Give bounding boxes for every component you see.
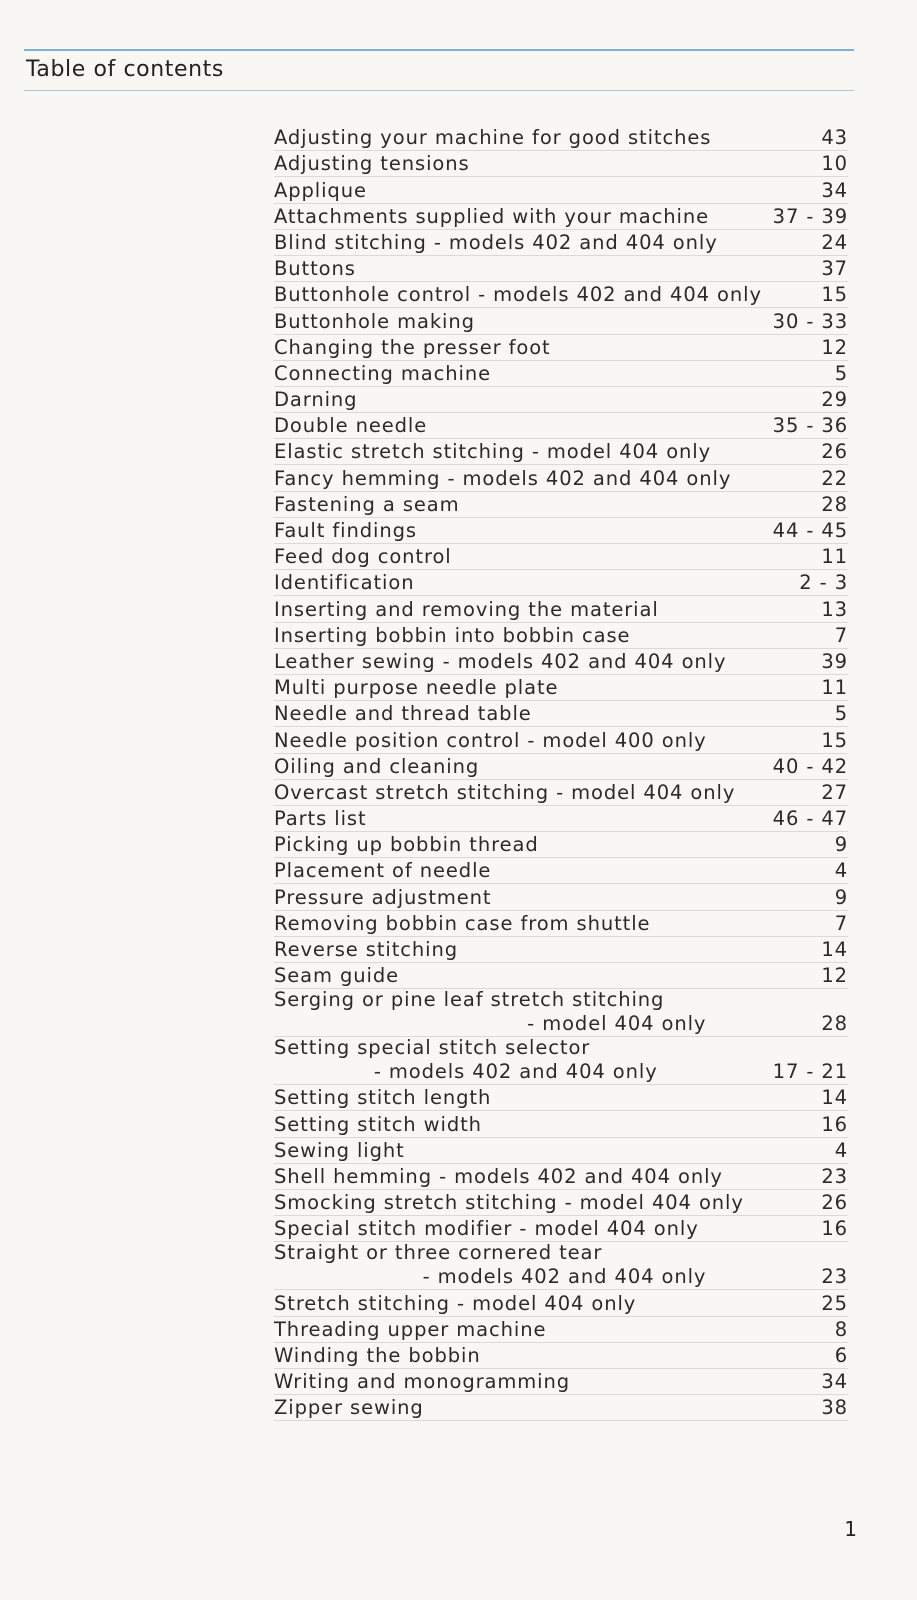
toc-entry	[274, 439, 848, 465]
toc-entry-sublabel: - models 402 and 404 only	[373, 1060, 658, 1084]
toc-entry	[274, 1164, 848, 1190]
header-rule-top	[24, 49, 854, 51]
toc-entry-title	[274, 126, 821, 150]
toc-entry-title	[274, 598, 821, 622]
toc-entry-page: 34	[821, 1370, 848, 1394]
toc-entry	[274, 596, 848, 622]
toc-entry-label: Attachments supplied with your machine	[274, 204, 709, 228]
toc-entry	[274, 701, 848, 727]
toc-entry-page: 28	[821, 1012, 848, 1036]
toc-entry-sublabel: - models 402 and 404 only	[422, 1265, 707, 1289]
toc-entry-title	[274, 1396, 821, 1420]
toc-entry	[274, 754, 848, 780]
toc-entry-page: 16	[821, 1217, 848, 1241]
toc-list	[274, 125, 848, 1421]
toc-entry-label: Needle position control - model 400 only	[274, 728, 707, 752]
toc-entry	[274, 937, 848, 963]
toc-entry	[274, 413, 848, 439]
toc-entry	[274, 282, 848, 308]
toc-entry-label: Winding the bobbin	[274, 1343, 481, 1367]
toc-entry	[274, 125, 848, 151]
toc-entry	[274, 151, 848, 177]
toc-entry-label: Fault findings	[274, 519, 417, 542]
toc-entry-title	[274, 676, 821, 700]
toc-entry-title	[274, 624, 835, 648]
toc-entry	[274, 675, 848, 701]
toc-entry-page: 9	[834, 833, 848, 857]
toc-entry-page: 35 - 36	[772, 414, 848, 438]
toc-entry	[274, 256, 848, 282]
toc-entry-title	[274, 336, 821, 360]
toc-entry-title	[274, 988, 821, 1036]
toc-entry-page: 24	[821, 230, 848, 254]
toc-entry-title	[274, 1139, 835, 1163]
toc-entry	[274, 806, 848, 832]
toc-entry-page: 11	[821, 676, 848, 700]
toc-entry-label: Serging or pine leaf stretch stitching	[274, 988, 665, 1012]
toc-entry	[274, 1111, 848, 1137]
toc-entry-page: 26	[821, 1191, 848, 1215]
toc-entry	[274, 727, 848, 753]
toc-entry-title	[274, 650, 821, 674]
toc-entry-page: 30 - 33	[772, 309, 848, 333]
toc-entry-title	[274, 493, 821, 517]
toc-entry-title	[274, 283, 821, 307]
toc-entry-page: 46 - 47	[772, 807, 848, 831]
toc-entry	[274, 1369, 848, 1395]
toc-entry-label: Writing and monogramming	[274, 1370, 571, 1394]
toc-entry-title	[274, 755, 773, 779]
toc-entry	[274, 649, 848, 675]
toc-entry-label: Fastening a seam	[274, 492, 460, 516]
toc-entry-label: Pressure adjustment	[274, 885, 492, 909]
toc-entry	[274, 230, 848, 256]
toc-entry-label: Setting stitch width	[274, 1112, 482, 1136]
toc-entry-label: Threading upper machine	[274, 1317, 547, 1341]
toc-entry-title	[274, 833, 835, 857]
toc-entry-label: Darning	[274, 388, 358, 412]
page-title: Table of contents	[26, 57, 224, 82]
toc-entry-page: 7	[834, 623, 848, 647]
toc-entry-label: Applique	[274, 178, 367, 202]
toc-entry	[274, 858, 848, 884]
toc-entry-page: 26	[821, 440, 848, 464]
toc-entry-label: Oiling and cleaning	[274, 754, 480, 778]
toc-entry-page: 37	[821, 257, 848, 281]
toc-entry-title	[274, 571, 799, 595]
toc-entry	[274, 832, 848, 858]
toc-entry	[274, 361, 848, 387]
toc-entry-label: Overcast stretch stitching - model 404 only	[274, 780, 736, 804]
toc-entry	[274, 1343, 848, 1369]
toc-entry	[274, 308, 848, 334]
toc-entry-label: Multi purpose needle plate	[274, 676, 559, 700]
toc-entry	[274, 1290, 848, 1316]
toc-entry-title	[274, 388, 821, 412]
toc-entry-label: Placement of needle	[274, 859, 492, 883]
toc-entry-label: Fancy hemming - models 402 and 404 only	[274, 466, 732, 490]
toc-entry-page: 15	[821, 728, 848, 752]
toc-entry-page: 34	[821, 178, 848, 202]
header-rule-bottom	[24, 90, 854, 91]
toc-entry-page: 37 - 39	[772, 204, 848, 228]
toc-entry-label: Elastic stretch stitching - model 404 only	[274, 440, 712, 464]
toc-entry-title	[274, 1241, 821, 1289]
toc-entry-page: 12	[821, 964, 848, 988]
toc-entry	[274, 911, 848, 937]
toc-entry	[274, 387, 848, 413]
toc-entry-title	[274, 1165, 821, 1189]
toc-entry-page: 4	[834, 1138, 848, 1162]
toc-entry	[274, 1138, 848, 1164]
toc-entry-title	[274, 231, 821, 255]
toc-entry-page: 7	[834, 911, 848, 935]
toc-entry-title	[274, 519, 773, 543]
toc-entry-title	[274, 964, 821, 988]
toc-entry-title	[274, 362, 835, 386]
toc-entry-title	[274, 702, 835, 726]
toc-entry-title	[274, 807, 773, 831]
toc-entry-page: 23	[821, 1265, 848, 1289]
toc-entry-label: Double needle	[274, 414, 428, 438]
toc-entry-page: 11	[821, 545, 848, 569]
toc-entry-label: Removing bobbin case from shuttle	[274, 911, 651, 935]
toc-entry-page: 43	[821, 126, 848, 150]
toc-entry-label: Shell hemming - models 402 and 404 only	[274, 1164, 723, 1188]
toc-entry	[274, 1242, 848, 1290]
toc-entry-title	[274, 414, 773, 438]
toc-entry-label: Feed dog control	[274, 545, 452, 569]
toc-entry-page: 28	[821, 492, 848, 516]
toc-entry-page: 4	[834, 859, 848, 883]
toc-entry-title	[274, 205, 773, 229]
toc-entry-title	[274, 912, 835, 936]
toc-entry-title	[274, 729, 821, 753]
toc-entry	[274, 465, 848, 491]
toc-entry-label: Identification	[274, 571, 415, 595]
toc-entry-page: 2 - 3	[799, 571, 848, 595]
toc-entry	[274, 177, 848, 203]
toc-entry-label: Inserting bobbin into bobbin case	[274, 623, 631, 647]
toc-entry-label: Stretch stitching - model 404 only	[274, 1291, 637, 1315]
toc-entry	[274, 963, 848, 989]
toc-entry	[274, 1037, 848, 1085]
toc-entry-label: Buttons	[274, 257, 356, 281]
toc-entry-label: Changing the presser foot	[274, 335, 551, 359]
toc-entry-label: Straight or three cornered tear	[274, 1241, 603, 1265]
toc-entry-label: Leather sewing - models 402 and 404 only	[274, 649, 727, 673]
toc-entry-label: Reverse stitching	[274, 938, 458, 961]
toc-entry-page: 22	[821, 466, 848, 490]
toc-entry-label: Connecting machine	[274, 361, 491, 385]
toc-entry-label: Buttonhole control - models 402 and 404 only	[274, 283, 762, 307]
toc-entry-label: Inserting and removing the material	[274, 597, 659, 621]
toc-entry-title	[274, 1191, 821, 1215]
toc-entry	[274, 1317, 848, 1343]
toc-entry	[274, 492, 848, 518]
toc-entry-label: Smocking stretch stitching - model 404 only	[274, 1191, 744, 1215]
toc-entry-page: 9	[834, 885, 848, 909]
toc-entry-page: 8	[834, 1317, 848, 1341]
toc-entry-page: 38	[821, 1396, 848, 1420]
toc-entry-page: 39	[821, 649, 848, 673]
toc-entry	[274, 1216, 848, 1242]
toc-entry	[274, 1085, 848, 1111]
toc-entry-title	[274, 781, 821, 805]
toc-entry-page: 15	[821, 283, 848, 307]
toc-entry	[274, 884, 848, 910]
toc-entry-page: 40 - 42	[772, 754, 848, 778]
toc-entry-title	[274, 1036, 773, 1084]
toc-entry-title	[274, 1292, 821, 1316]
toc-entry-title	[274, 1318, 835, 1342]
toc-entry-label: Sewing light	[274, 1138, 405, 1162]
toc-entry-label: Blind stitching - models 402 and 404 only	[274, 230, 718, 254]
toc-entry-title	[274, 1344, 835, 1368]
toc-entry	[274, 989, 848, 1037]
toc-entry-label: Parts list	[274, 807, 367, 831]
toc-entry-page: 13	[821, 597, 848, 621]
toc-entry-title	[274, 152, 821, 176]
toc-entry-label: Special stitch modifier - model 404 only	[274, 1217, 699, 1241]
toc-entry-label: Setting stitch length	[274, 1086, 492, 1110]
toc-entry-sublabel: - model 404 only	[527, 1012, 707, 1036]
toc-entry-title	[274, 545, 821, 569]
toc-entry-title	[274, 1113, 821, 1137]
toc-entry-label: Adjusting your machine for good stitches	[274, 126, 712, 150]
toc-entry-label: Seam guide	[274, 964, 400, 988]
toc-entry-title	[274, 886, 835, 910]
toc-entry	[274, 544, 848, 570]
toc-entry-page: 5	[834, 361, 848, 385]
toc-entry-title	[274, 257, 821, 281]
toc-entry-page: 5	[834, 702, 848, 726]
toc-entry	[274, 623, 848, 649]
toc-entry-label: Setting special stitch selector	[274, 1036, 591, 1060]
toc-entry-page: 25	[821, 1291, 848, 1315]
page-number: 1	[844, 1517, 857, 1541]
toc-entry-page: 16	[821, 1112, 848, 1136]
toc-entry	[274, 518, 848, 544]
toc-entry-page: 14	[821, 1086, 848, 1110]
toc-entry-title	[274, 1370, 821, 1394]
toc-entry-title	[274, 859, 835, 883]
toc-entry-label: Adjusting tensions	[274, 152, 470, 176]
toc-entry-title	[274, 310, 773, 334]
toc-entry	[274, 780, 848, 806]
toc-entry-page: 12	[821, 335, 848, 359]
toc-entry-page: 23	[821, 1164, 848, 1188]
toc-entry-page: 27	[821, 780, 848, 804]
toc-entry-title	[274, 179, 821, 203]
toc-entry-title	[274, 440, 821, 464]
toc-entry-page: 17 - 21	[772, 1060, 848, 1084]
toc-entry	[274, 335, 848, 361]
toc-entry-label: Buttonhole making	[274, 309, 475, 333]
toc-entry-page: 6	[834, 1343, 848, 1367]
toc-entry-page: 44 - 45	[772, 519, 848, 542]
toc-entry	[274, 570, 848, 596]
toc-entry-page: 14	[821, 938, 848, 961]
toc-entry	[274, 1190, 848, 1216]
toc-entry-label: Picking up bobbin thread	[274, 833, 539, 857]
toc-entry-title	[274, 1217, 821, 1241]
toc-entry-page: 29	[821, 388, 848, 412]
toc-entry-label: Zipper sewing	[274, 1396, 424, 1420]
toc-entry-page: 10	[821, 152, 848, 176]
toc-entry-title	[274, 467, 821, 491]
toc-entry	[274, 204, 848, 230]
toc-entry-title	[274, 1086, 821, 1110]
toc-entry-title	[274, 938, 821, 962]
toc-entry-label: Needle and thread table	[274, 702, 532, 726]
toc-entry	[274, 1395, 848, 1421]
